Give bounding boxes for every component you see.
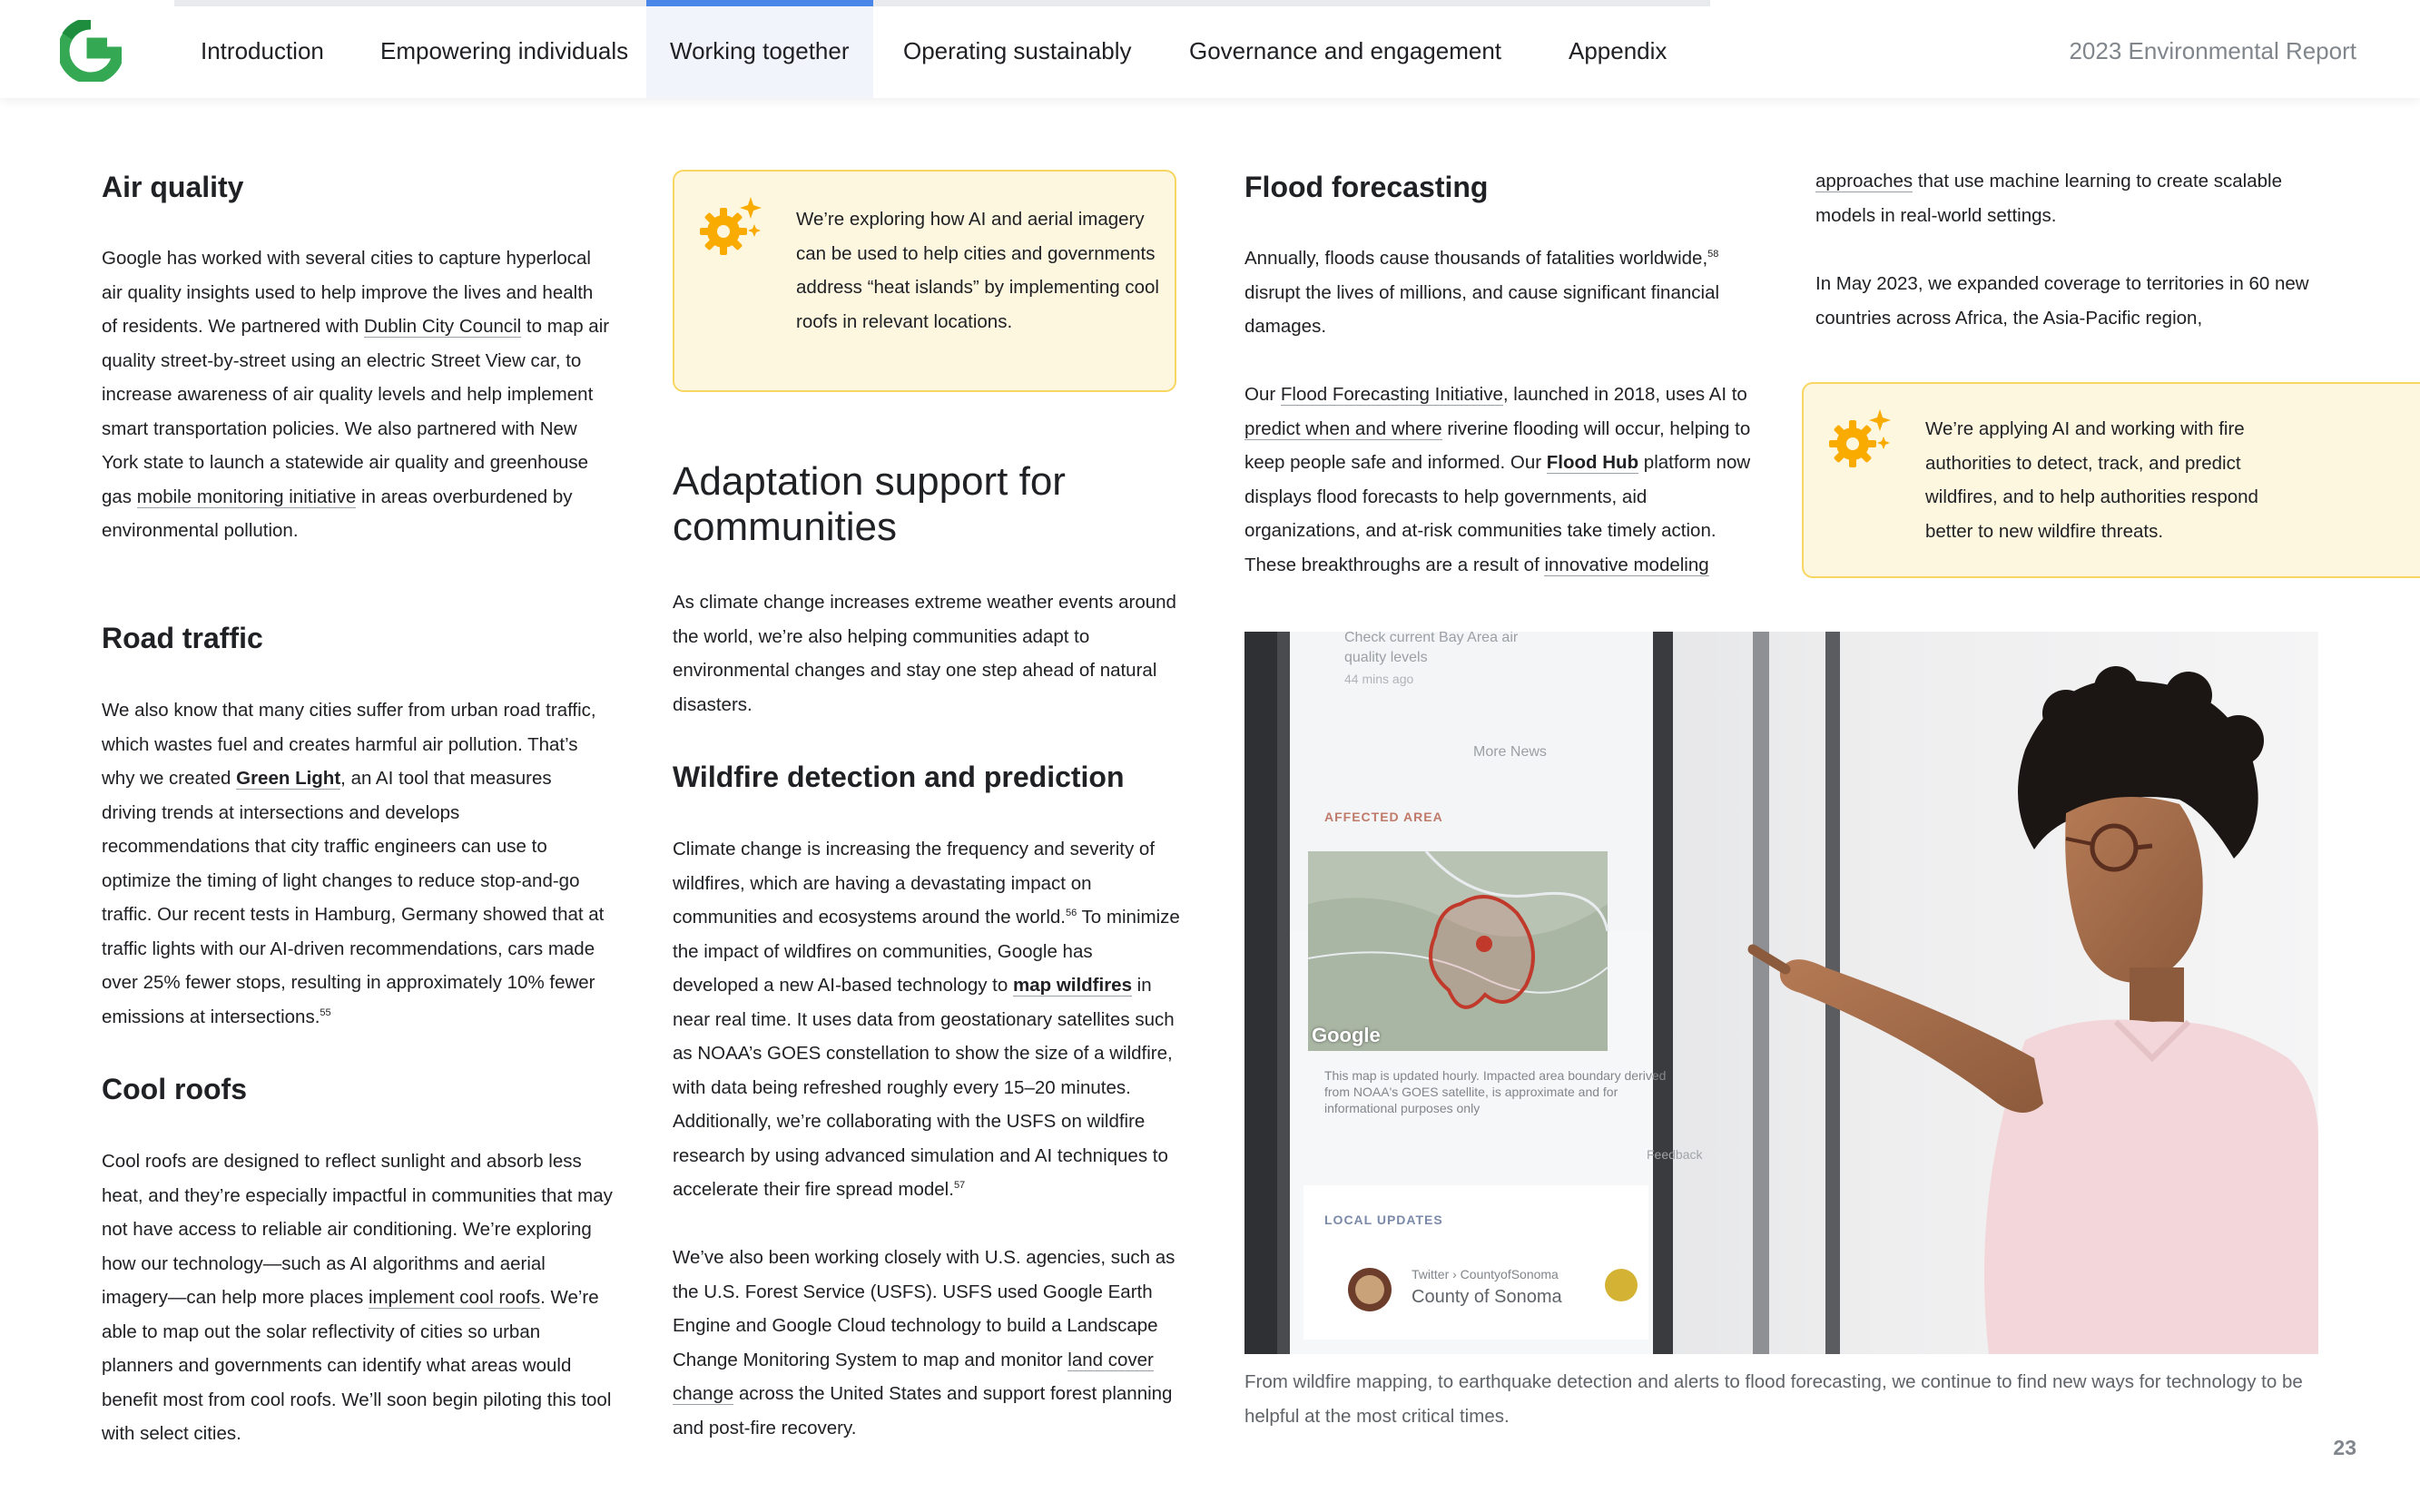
tab-operating-sustainably[interactable]: Operating sustainably (903, 37, 1132, 64)
screen-feedback: Feedback (1647, 1147, 1703, 1162)
report-title: 2023 Environmental Report (2069, 37, 2356, 64)
page-number: 23 (2333, 1436, 2356, 1459)
heat-islands-callout (673, 170, 1176, 392)
screen-news-headline: Check current Bay Area air quality levels (1344, 632, 1519, 665)
tab-appendix[interactable]: Appendix (1569, 37, 1667, 64)
road-traffic-paragraph: We also know that many cities suffer from urban road traffic, which wastes fuel and creates harmful air pollution. That’s why we created Green Light, an AI tool that measures driving trends at intersections and develops recommendations that city traffic engineers can use to optimize the timing of light changes to reduce stop-and-go traffic. Our recent tests in Hamburg, Germany showed that at traffic lights with our AI-driven recommendations, cars made over 25% fewer stops, resulting in approximately 10% fewer emissions at intersections.$^{55}$ (102, 700, 605, 1027)
screen-tweet-source: Twitter › CountyofSonoma (1412, 1267, 1559, 1281)
mobile-monitoring-initiative-link[interactable]: mobile monitoring initiative (136, 486, 357, 507)
land-cover-change-link[interactable]: land cover change (673, 1349, 1154, 1404)
cool-roofs-heading: Cool roofs (102, 1073, 247, 1105)
footnote-57: 57 (953, 1180, 966, 1191)
flood-hub-link[interactable]: Flood Hub (1546, 452, 1639, 473)
flood-forecasting-initiative-link[interactable]: Flood Forecasting Initiative (1280, 384, 1503, 405)
predict-when-and-where-link[interactable]: predict when and where (1244, 417, 1442, 439)
green-light-link[interactable]: Green Light (236, 768, 341, 789)
screen-map-note: This map is updated hourly. Impacted area boundary derived from NOAA's GOES satellite, is approximate and for informational purposes only (1324, 1068, 1667, 1115)
road-traffic-heading: Road traffic (102, 622, 263, 654)
air-quality-paragraph: Google has worked with several cities to capture hyperlocal air quality insights used to help improve the lives and health of residents. We partnered with Dublin City Council to map air quality street-by-street using an electric Street View car, to increase awareness of air quality levels and help implement smart transportation policies. We also partnered with New York state to launch a statewide air quality and greenhouse gas mobile monitoring initiative in areas overburdened by environmental pollution. (102, 248, 610, 541)
implement-cool-roofs-link[interactable]: implement cool roofs (368, 1287, 541, 1308)
tab-governance-and-engagement[interactable]: Governance and engagement (1189, 37, 1502, 64)
map-wildfires-link[interactable]: map wildfires (1012, 975, 1132, 996)
cool-roofs-paragraph: Cool roofs are designed to reflect sunlight and absorb less heat, and they’re especially impactful in communities that may not have access to reliable air conditioning. We’re exploring how our technology—such as AI algorithms and aerial imagery—can help more places implement cool roofs. We’re able to map out the solar reflectivity of cities so urban planners and governments can identify what areas would benefit most from cool roofs. We’ll soon begin piloting this tool with select cities. (102, 1151, 613, 1444)
screen-more-news: More News (1473, 744, 1547, 760)
heat-islands-callout-text: We’re exploring how AI and aerial imagery can be used to help cities and governments address “heat islands” by implementing cool roofs in relevant locations. (796, 209, 1159, 332)
screen-map-google-brand: Google (1312, 1024, 1381, 1046)
wildfire-threats-callout-text: We’re applying AI and working with fire authorities to detect, track, and predict wildfires, and to help authorities respond better to new wildfire threats. (1925, 418, 2258, 542)
photo-caption: From wildfire mapping, to earthquake detection and alerts to flood forecasting, we continue to find new ways for technology to be helpful at the most critical times. (1244, 1371, 2303, 1427)
flood-paragraph-3: In May 2023, we expanded coverage to territories in 60 new countries across Africa, the Asia-Pacific region, (1815, 273, 2309, 329)
footnote-56: 56 (1065, 908, 1077, 918)
adaptation-support-heading: Adaptation support for communities (673, 459, 1066, 549)
wildfire-paragraph-1: Climate change is increasing the frequency and severity of wildfires, which are having a devastating impact on communities and ecosystems around the world.$^{56}$ To minimize the impact of wildfires on communities, Google has developed a new AI-based technology to map wildfires in near real time. It uses data from geostationary satellites such as NOAA’s GOES constellation to show the size of a wildfire, with data being refreshed roughly every 15–20 minutes. Additionally, we’re collaborating with the USFS on wildfire research by using advanced simulation and AI techniques to accelerate their fire spread model.$^{57}$ (673, 839, 1180, 1200)
ai-sparkle-gear-icon (1824, 406, 1894, 476)
screen-local-updates-label: LOCAL UPDATES (1324, 1213, 1443, 1227)
ai-sparkle-gear-icon (694, 193, 765, 264)
tab-working-together[interactable]: Working together (646, 0, 873, 98)
flood-paragraph-2: Our Flood Forecasting Initiative, launched in 2018, uses AI to predict when and where riverine flooding will occur, helping to keep people safe and informed. Our Flood Hub platform now displays flood forecasts to help governments, aid organizations, and at-risk communities take timely action. These breakthroughs are a result of innovative modeling (1244, 384, 1751, 575)
wildfire-detection-heading: Wildfire detection and prediction (673, 761, 1125, 793)
footnote-58: 58 (1707, 249, 1719, 260)
footnote-55: 55 (320, 1006, 331, 1018)
screen-affected-area-label: AFFECTED AREA (1324, 810, 1443, 824)
wildfire-map-demo-photo (1244, 632, 2318, 1354)
screen-tweet-name: County of Sonoma (1412, 1287, 1562, 1307)
tab-empowering-individuals[interactable]: Empowering individuals (380, 37, 629, 64)
google-g-leaf-logo-icon[interactable] (60, 20, 122, 82)
top-navigation-bar (0, 0, 2420, 98)
innovative-modeling-link[interactable]: innovative modeling (1544, 554, 1709, 575)
flood-paragraph-1: Annually, floods cause thousands of fatalities worldwide,$^{58}$ disrupt the lives of millions, and cause significant financial damages. (1244, 248, 1720, 337)
wildfire-threats-callout (1802, 382, 2420, 578)
dublin-city-council-link[interactable]: Dublin City Council (364, 316, 522, 337)
tab-introduction[interactable]: Introduction (201, 37, 324, 64)
approaches-link[interactable]: approaches (1815, 171, 1913, 191)
screen-news-time: 44 mins ago (1344, 672, 1414, 686)
adaptation-paragraph: As climate change increases extreme weather events around the world, we’re also helping communities adapt to environmental changes and stay one step ahead of natural disasters. (673, 592, 1176, 715)
flood-paragraph-2-continued: approaches that use machine learning to create scalable models in real-world settings. (1815, 171, 2282, 226)
flood-forecasting-heading: Flood forecasting (1244, 171, 1489, 203)
air-quality-heading: Air quality (102, 171, 244, 203)
wildfire-paragraph-2: We’ve also been working closely with U.S. agencies, such as the U.S. Forest Service (USFS). USFS used Google Earth Engine and Google Cloud technology to build a Landscape Change Monitoring System to map and monitor land cover change across the United States and support forest planning and post-fire recovery. (673, 1247, 1176, 1438)
